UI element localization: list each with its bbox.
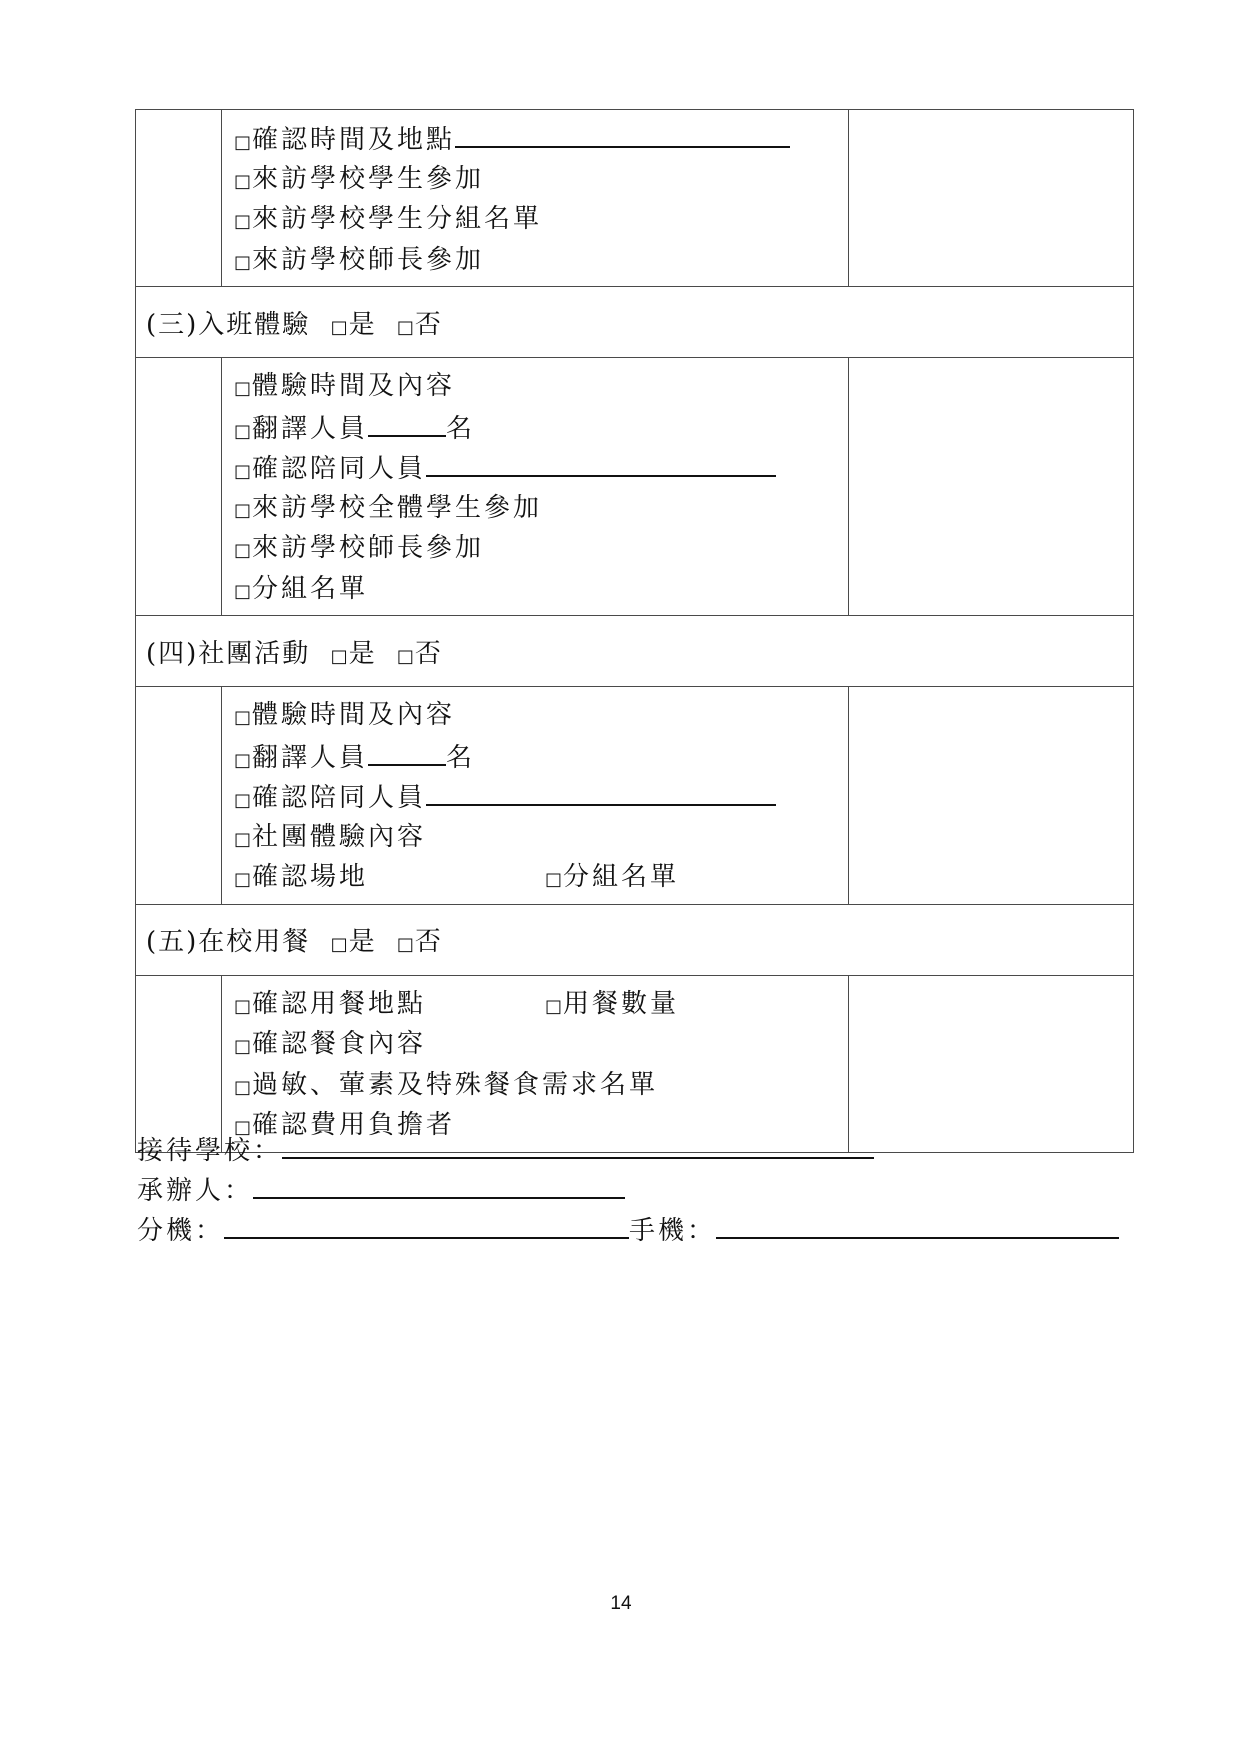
list-item — [234, 488, 848, 529]
item-label: 來訪學校師長參加 — [252, 244, 485, 275]
item-label: 過敏、葷素及特殊餐食需求名單 — [252, 1069, 659, 1100]
item-label: 來訪學校師長參加 — [252, 533, 485, 563]
checkbox[interactable]: □ — [545, 995, 564, 1017]
item-label: 確認用餐地點 — [252, 988, 427, 1019]
list-item — [234, 1024, 848, 1065]
checklist-group-2 — [136, 358, 1134, 616]
checkbox[interactable]: □ — [234, 251, 253, 273]
empty-left-cell — [136, 687, 222, 905]
empty-right-cell — [849, 975, 1134, 1152]
checkbox[interactable]: □ — [234, 790, 253, 811]
checklist-group-1 — [136, 110, 1134, 287]
item-label: 翻譯人員 — [252, 742, 369, 773]
checkbox[interactable]: □ — [234, 749, 253, 771]
checkbox[interactable]: □ — [234, 1036, 253, 1057]
checkbox[interactable]: □ — [396, 645, 415, 667]
checklist-group-4 — [136, 975, 1134, 1152]
fill-line — [368, 736, 446, 766]
host-school-input-line[interactable] — [282, 1127, 874, 1159]
checkbox[interactable]: □ — [234, 211, 253, 232]
checkbox[interactable]: □ — [234, 540, 253, 561]
list-item — [234, 1065, 848, 1106]
checkbox[interactable]: □ — [234, 499, 253, 521]
item-label-suffix: 名 — [446, 413, 476, 444]
checkbox[interactable]: □ — [234, 461, 253, 482]
item-list — [222, 110, 849, 287]
checkbox[interactable]: □ — [330, 645, 349, 667]
option-no: □否 — [396, 309, 443, 340]
checkbox[interactable]: □ — [234, 378, 253, 399]
section-row — [136, 616, 1134, 687]
checkbox[interactable]: □ — [234, 828, 253, 850]
checkbox[interactable]: □ — [396, 316, 415, 338]
paired-item — [545, 984, 679, 1028]
empty-right-cell — [849, 358, 1134, 616]
list-item — [234, 984, 848, 1025]
list-item — [234, 240, 848, 281]
item-list — [222, 358, 849, 616]
list-item — [234, 447, 848, 488]
checklist-group-3 — [136, 687, 1134, 905]
checkbox[interactable]: □ — [234, 132, 253, 153]
option-yes: □是 — [330, 638, 377, 669]
checkbox[interactable]: □ — [234, 420, 253, 442]
empty-left-cell — [136, 975, 222, 1152]
list-item — [234, 528, 848, 569]
checkbox[interactable]: □ — [234, 1076, 253, 1098]
item-label: 來訪學校學生參加 — [252, 163, 485, 194]
item-label: 確認費用負擔者 — [252, 1110, 456, 1140]
mobile-label: 手機： — [629, 1216, 717, 1246]
list-item — [234, 736, 848, 777]
checkbox[interactable]: □ — [234, 170, 253, 192]
fill-line — [455, 118, 790, 148]
list-item — [234, 118, 848, 159]
host-school-field — [137, 1127, 874, 1167]
fill-line — [426, 776, 776, 806]
fill-line — [368, 407, 446, 437]
item-label: 分組名單 — [563, 862, 680, 892]
item-label: 來訪學校全體學生參加 — [252, 492, 543, 523]
item-list — [222, 975, 849, 1152]
list-item — [234, 199, 848, 240]
checkbox[interactable]: □ — [234, 995, 253, 1017]
paired-item — [545, 857, 679, 901]
checkbox[interactable]: □ — [330, 316, 349, 338]
empty-left-cell — [136, 358, 222, 616]
checkbox[interactable]: □ — [234, 707, 253, 728]
option-no: □否 — [396, 638, 443, 669]
organizer-input-line[interactable] — [253, 1167, 625, 1199]
contact-fields — [137, 1207, 1119, 1247]
page-number: 14 — [610, 1593, 632, 1614]
item-list — [222, 687, 849, 905]
item-label: 確認時間及地點 — [252, 125, 456, 155]
list-item — [234, 159, 848, 200]
item-label: 用餐數量 — [563, 988, 680, 1019]
item-label: 確認陪同人員 — [252, 783, 427, 813]
item-label: 確認場地 — [252, 862, 369, 892]
section-row — [136, 287, 1134, 358]
section-title: (五)在校用餐 — [146, 927, 311, 957]
list-item — [234, 569, 848, 610]
item-label: 確認餐食內容 — [252, 1029, 427, 1059]
host-school-label: 接待學校： — [137, 1136, 283, 1166]
list-item — [234, 776, 848, 817]
list-item — [234, 695, 848, 736]
list-item — [234, 407, 848, 448]
extension-label: 分機： — [137, 1216, 225, 1246]
item-label-suffix: 名 — [446, 742, 476, 773]
organizer-field — [137, 1167, 625, 1207]
section-title: (四)社團活動 — [146, 638, 311, 669]
checkbox[interactable]: □ — [330, 934, 349, 955]
section-row — [136, 904, 1134, 975]
checkbox[interactable]: □ — [234, 869, 253, 890]
option-no: □否 — [396, 927, 443, 957]
list-item — [234, 366, 848, 407]
empty-right-cell — [849, 110, 1134, 287]
fill-line — [426, 447, 776, 477]
item-label: 來訪學校學生分組名單 — [252, 204, 543, 234]
item-label: 體驗時間及內容 — [252, 700, 456, 730]
extension-input-line[interactable] — [224, 1207, 629, 1239]
item-label: 翻譯人員 — [252, 413, 369, 444]
section-heading — [136, 616, 1134, 687]
list-item — [234, 817, 848, 858]
section-heading — [136, 287, 1134, 358]
item-label: 社團體驗內容 — [252, 821, 427, 852]
item-label: 體驗時間及內容 — [252, 371, 456, 401]
checkbox[interactable]: □ — [234, 580, 253, 602]
item-label: 分組名單 — [252, 573, 369, 604]
empty-left-cell — [136, 110, 222, 287]
mobile-input-line[interactable] — [716, 1207, 1119, 1239]
checkbox[interactable]: □ — [396, 934, 415, 955]
list-item — [234, 857, 848, 898]
section-title: (三)入班體驗 — [146, 309, 311, 340]
checkbox[interactable]: □ — [545, 869, 564, 890]
option-yes: □是 — [330, 927, 377, 957]
item-label: 確認陪同人員 — [252, 454, 427, 484]
checklist-table — [135, 109, 1134, 1153]
section-heading — [136, 904, 1134, 975]
checkbox[interactable]: □ — [234, 1117, 253, 1138]
option-yes: □是 — [330, 309, 377, 340]
empty-right-cell — [849, 687, 1134, 905]
organizer-label: 承辦人： — [137, 1176, 254, 1206]
